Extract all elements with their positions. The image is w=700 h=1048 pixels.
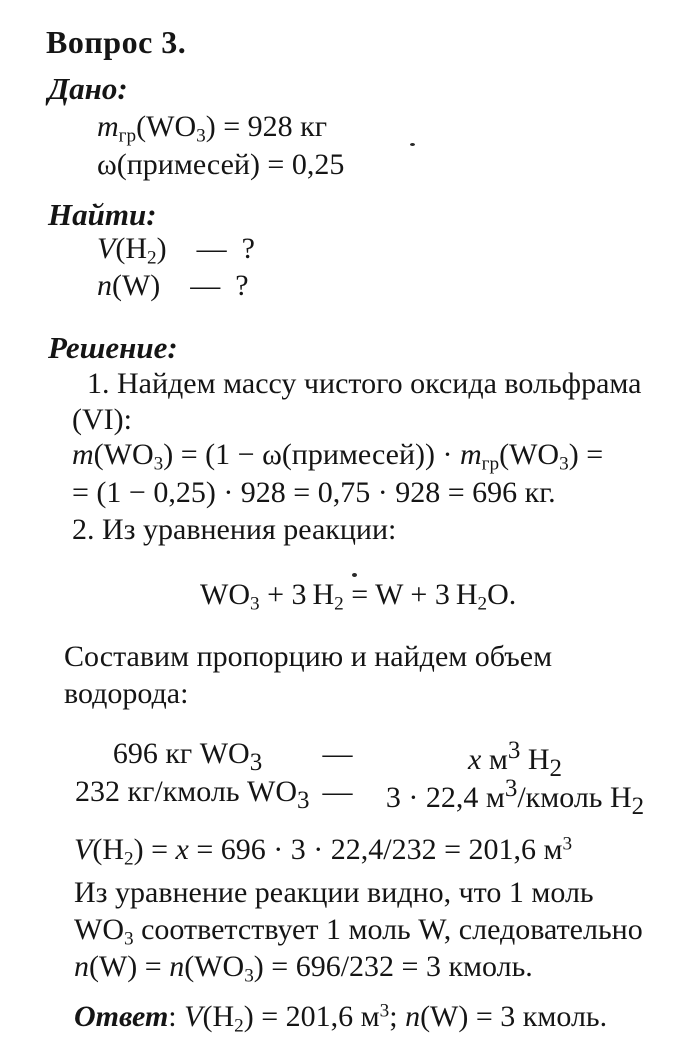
question-title: Вопрос 3. — [46, 24, 187, 60]
find-amount-line: n(W) — ? — [97, 269, 249, 302]
scan-speck-artifact — [410, 143, 415, 146]
scan-speck-artifact — [352, 573, 357, 577]
given-mass-line: $m_{гр}(WO_3) = 928$ кг — [97, 110, 328, 147]
given-heading: Дано: — [48, 71, 128, 106]
proportion-row2-dash: — — [322, 775, 353, 808]
solution-step2-intro: 2. Из уравнения реакции: — [72, 513, 397, 546]
conclusion-text-1: Из уравнение реакции видно, что 1 моль — [74, 876, 594, 909]
conclusion-text-2: $WO_3$ соответствует 1 моль W, следовательно — [74, 913, 643, 950]
reaction-equation: $WO_3 + 3$ $H_2 = W + 3$ $H_2O$. — [200, 578, 517, 615]
solution-step1-result: = (1 − 0,25) · 928 = 0,75 · 928 = 696 кг. — [72, 476, 556, 509]
solution-step1-text-2: (VI): — [72, 403, 132, 436]
find-heading: Найти: — [48, 197, 157, 232]
given-impurity-line: ω(примесей) = 0,25 — [97, 148, 345, 181]
solution-step1-text-1: 1. Найдем массу чистого оксида вольфрама — [87, 367, 642, 400]
proportion-table — [75, 737, 655, 820]
solution-heading: Решение: — [48, 330, 178, 365]
proportion-row1-left: 696 кг $WO_3$ — [112, 737, 263, 776]
answer-line: Ответ: $V(H_2) = 201,6$ $м^3$; n(W) = 3 кмоль. — [74, 1000, 608, 1037]
volume-result-line: $V(H_2) = x = 696 \cdot 3 \cdot 22,4/232 = 201,6$ $м^3$ — [74, 833, 573, 870]
proportion-intro-1: Составим пропорцию и найдем объем — [64, 640, 553, 673]
amount-result-line: $n(W) = n(WO_3) = 696/232 = 3$ кмоль. — [74, 950, 533, 987]
proportion-row2-left: 232 кг/кмоль $WO_3$ — [75, 775, 310, 814]
solution-step1-formula: $m(WO_3) = (1$ − ω(примесей)) · $m_{гр}(WO_3)$ = — [72, 438, 604, 475]
proportion-row1-right: x $м^3$ $H_2$ — [468, 737, 562, 782]
find-volume-line: $V(H_2)$ — ? — [97, 232, 255, 269]
proportion-intro-2: водорода: — [64, 677, 189, 710]
proportion-row1-dash: — — [322, 737, 353, 770]
proportion-row2-right: 3 · 22,4 $м^3$/кмоль $H_2$ — [385, 775, 645, 820]
